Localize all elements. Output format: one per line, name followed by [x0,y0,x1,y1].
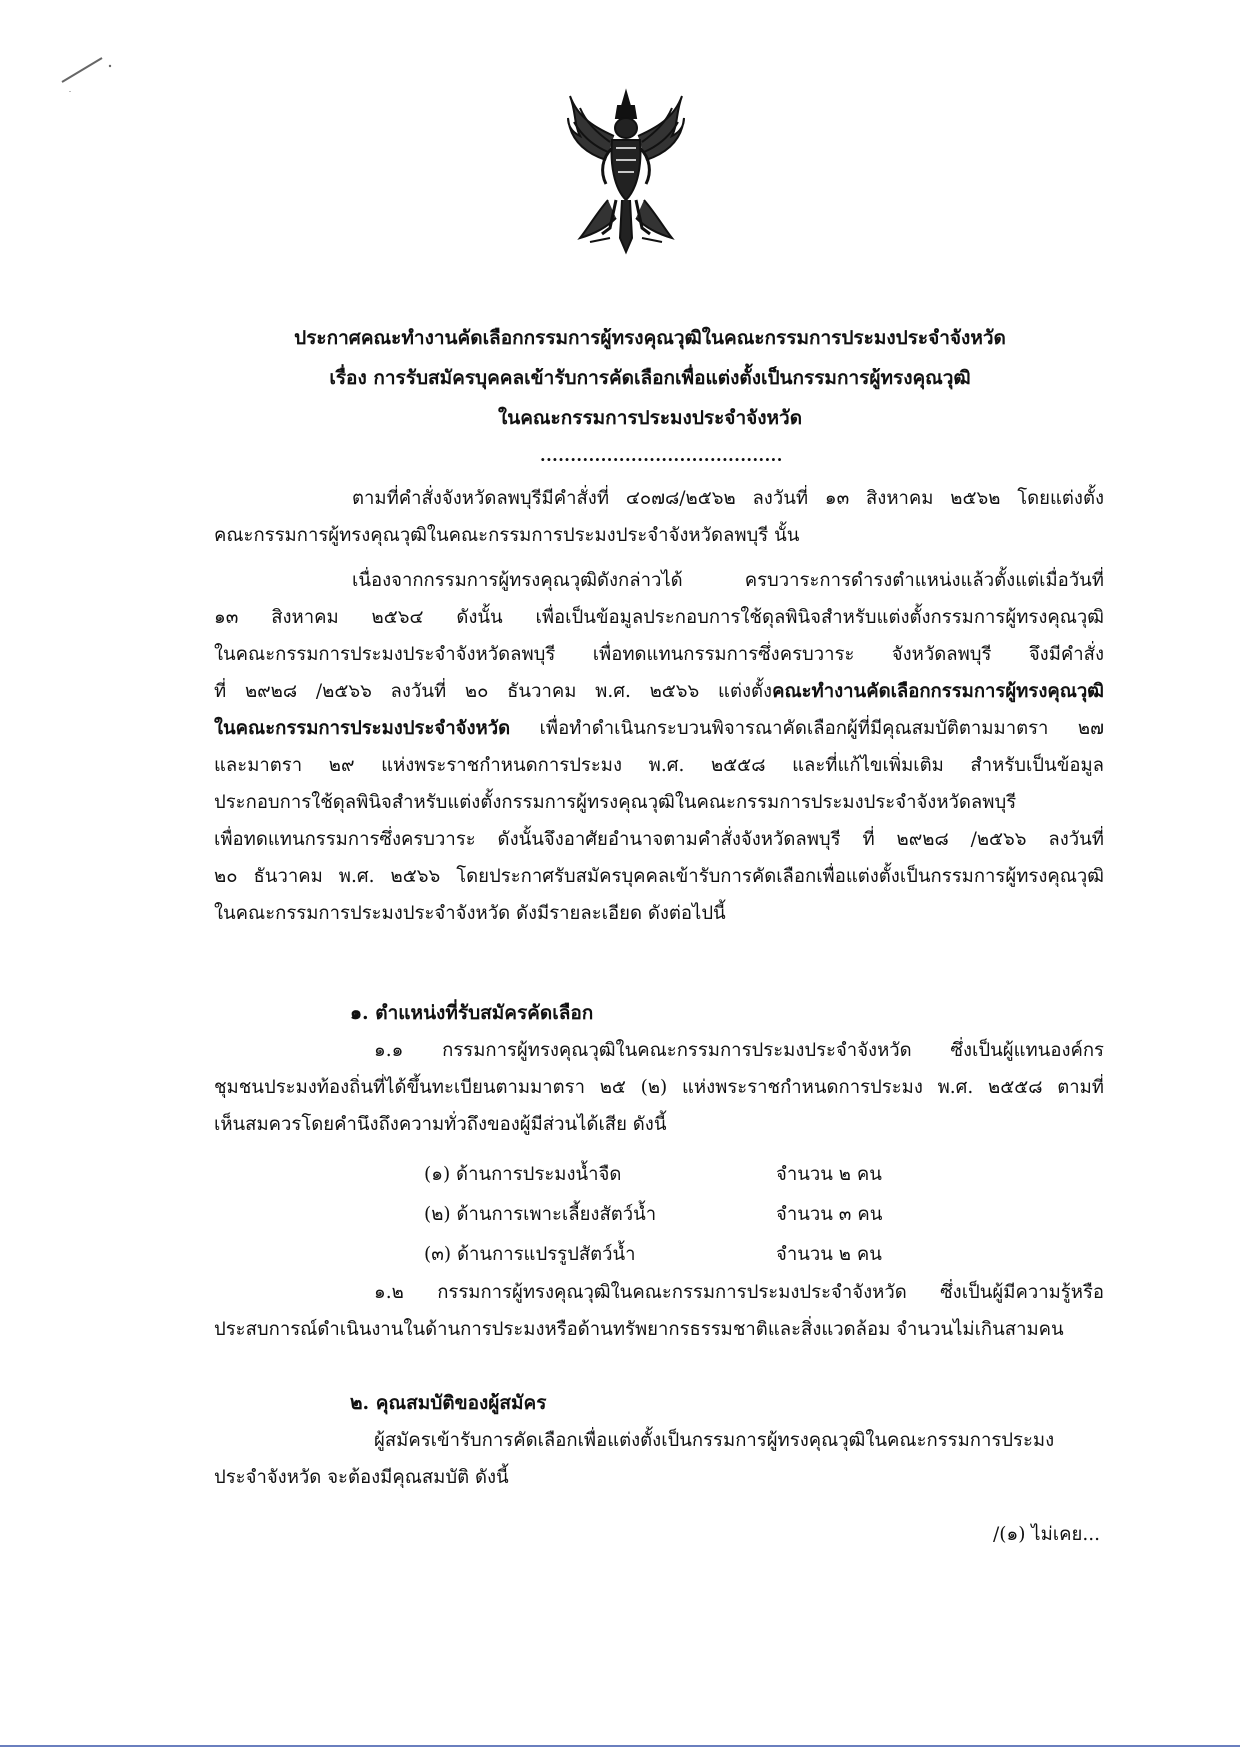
list-item [424,1200,882,1229]
announcement-title [200,318,1100,438]
scan-edge-line [0,1745,1240,1747]
purpose-text: เพื่อทำดำเนินกระบวนพิจารณาคัดเลือกผู้ที่มีคุณสมบัติตามมาตรา ๒๗ [510,718,1104,739]
section-1-sub-2 [214,1274,1104,1348]
section-1-sub-2-line-1: ๑.๒ กรรมการผู้ทรงคุณวุฒิในคณะกรรมการประมงประจำจังหวัด ซึ่งเป็นผู้มีความรู้หรือ [374,1282,1104,1303]
list-item-label: (๒) ด้านการเพาะเลี้ยงสัตว์น้ำ [424,1204,657,1225]
section-1-sub-1-line-1: ๑.๑ กรรมการผู้ทรงคุณวุฒิในคณะกรรมการประมงประจำจังหวัด ซึ่งเป็นผู้แทนองค์กร [374,1040,1104,1061]
paragraph-2-line-3: ในคณะกรรมการประมงประจำจังหวัดลพบุรี เพื่อทดแทนกรรมการซึ่งครบวาระ จังหวัดลพบุรี จึงมีคำสั่ง [214,644,1104,665]
title-line-3: ในคณะกรรมการประมงประจำจังหวัด [497,407,803,429]
list-item-label: (๑) ด้านการประมงน้ำจืด [424,1164,622,1185]
paragraph-1-line-2: คณะกรรมการผู้ทรงคุณวุฒิในคณะกรรมการประมงประจำจังหวัดลพบุรี นั้น [214,525,800,546]
list-item-count: จำนวน ๓ คน [776,1204,883,1225]
paragraph-2-line-10: ในคณะกรรมการประมงประจำจังหวัด ดังมีรายละเอียด ดังต่อไปนี้ [214,903,726,924]
list-item [424,1240,882,1269]
paragraph-2-line-2: ๑๓ สิงหาคม ๒๕๖๔ ดังนั้น เพื่อเป็นข้อมูลประกอบการใช้ดุลพินิจสำหรับแต่งตั้งกรรมการผู้ทรงคุณวุฒิ [214,607,1104,628]
paragraph-2-line-5 [214,710,1104,747]
page-continuation: /(๑) ไม่เคย... [993,1524,1100,1545]
working-group-name-bold: คณะทำงานคัดเลือกกรรมการผู้ทรงคุณวุฒิ [772,681,1104,702]
paragraph-2-line-4 [214,673,1104,710]
list-item-label: (๓) ด้านการแปรรูปสัตว์น้ำ [424,1244,636,1265]
paragraph-2-line-6: และมาตรา ๒๙ แห่งพระราชกำหนดการประมง พ.ศ. ๒๕๕๘ และที่แก้ไขเพิ่มเติม สำหรับเป็นข้อมูล [214,755,1104,776]
list-item-count: จำนวน ๒ คน [776,1244,882,1265]
section-1-sub-1-line-2: ชุมชนประมงท้องถิ่นที่ได้ขึ้นทะเบียนตามมาตรา ๒๕ (๒) แห่งพระราชกำหนดการประมง พ.ศ. ๒๕๕๘ ตามที่ [214,1077,1104,1098]
paragraph-1 [214,480,1104,554]
paragraph-2-line-8: เพื่อทดแทนกรรมการซึ่งครบวาระ ดังนั้นจึงอาศัยอำนาจตามคำสั่งจังหวัดลพบุรี ที่ ๒๙๒๘ /๒๕๖๖ ลงวันที่ [214,829,1104,850]
list-item-count: จำนวน ๒ คน [776,1164,882,1185]
order-reference-text: ที่ ๒๙๒๘ /๒๕๖๖ ลงวันที่ ๒๐ ธันวาคม พ.ศ. ๒๕๖๖ แต่งตั้ง [214,681,773,702]
list-item [424,1160,882,1189]
paragraph-2 [214,562,1104,932]
section-1-sub-1-line-3: เห็นสมควรโดยคำนึงถึงความทั่วถึงของผู้มีส่วนได้เสีย ดังนี้ [214,1114,667,1135]
section-2-body [214,1422,1104,1496]
paragraph-2-line-1: เนื่องจากกรรมการผู้ทรงคุณวุฒิดังกล่าวได้ ครบวาระการดำรงตำแหน่งแล้วตั้งแต่เมื่อวันที่ [352,570,1104,591]
paragraph-2-line-9: ๒๐ ธันวาคม พ.ศ. ๒๕๖๖ โดยประกาศรับสมัครบุคคลเข้ารับการคัดเลือกเพื่อแต่งตั้งเป็นกรรมการผู้ทรงคุณวุฒิ [214,866,1104,887]
scan-mark [60,52,120,92]
paragraph-2-line-7: ประกอบการใช้ดุลพินิจสำหรับแต่งตั้งกรรมการผู้ทรงคุณวุฒิในคณะกรรมการประมงประจำจังหวัดลพบุรี [214,792,1017,813]
section-2-heading: ๒. คุณสมบัติของผู้สมัคร [350,1392,547,1414]
garuda-emblem-icon [566,88,686,258]
title-separator: ........................................ [540,446,783,465]
section-1-heading: ๑. ตำแหน่งที่รับสมัครคัดเลือก [350,1002,594,1024]
paragraph-1-line-1: ตามที่คำสั่งจังหวัดลพบุรีมีคำสั่งที่ ๔๐๗๘/๒๕๖๒ ลงวันที่ ๑๓ สิงหาคม ๒๕๖๒ โดยแต่งตั้ง [352,488,1104,509]
section-1-sub-2-line-2: ประสบการณ์ดำเนินงานในด้านการประมงหรือด้านทรัพยากรธรรมชาติและสิ่งแวดล้อม จำนวนไม่เกินสามคน [214,1319,1064,1340]
title-line-1: ประกาศคณะทำงานคัดเลือกกรรมการผู้ทรงคุณวุฒิในคณะกรรมการประมงประจำจังหวัด [294,327,1006,349]
title-line-2: เรื่อง การรับสมัครบุคคลเข้ารับการคัดเลือกเพื่อแต่งตั้งเป็นกรรมการผู้ทรงคุณวุฒิ [329,367,971,389]
section-2-line-1: ผู้สมัครเข้ารับการคัดเลือกเพื่อแต่งตั้งเป็นกรรมการผู้ทรงคุณวุฒิในคณะกรรมการประมง [374,1430,1055,1451]
committee-name-bold: ในคณะกรรมการประมงประจำจังหวัด [214,718,511,739]
section-1-sub-1 [214,1032,1104,1143]
section-2-line-2: ประจำจังหวัด จะต้องมีคุณสมบัติ ดังนี้ [214,1467,509,1488]
